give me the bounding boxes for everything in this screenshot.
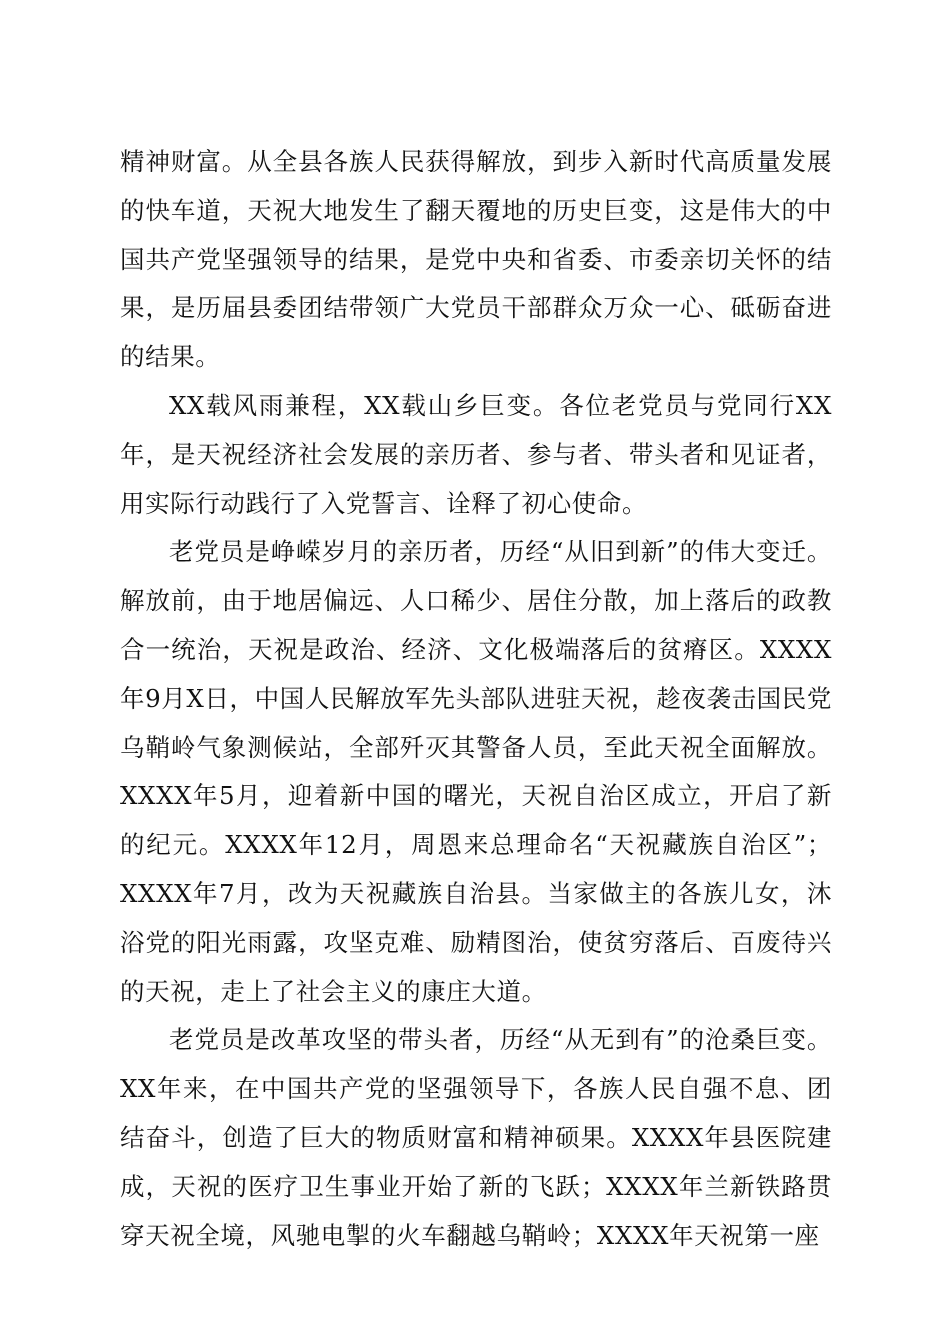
paragraph-continuation: 精神财富。从全县各族人民获得解放，到步入新时代高质量发展的快车道，天祝大地发生了翻天覆地的历史巨变，这是伟大的中国共产党坚强领导的结果，是党中央和省委、市委亲切关怀的结果，是历届县委团结带领广大党员干部群众万众一心、砥砺奋进的结果。 [120, 147, 832, 372]
paragraph-journey: XX载风雨兼程，XX载山乡巨变。各位老党员与党同行XX年，是天祝经济社会发展的亲历者、参与者、带头者和见证者，用实际行动践行了入党誓言、诠释了初心使命。 [120, 390, 832, 518]
paragraph-reform-history: 老党员是改革攻坚的带头者，历经“从无到有”的沧桑巨变。XX年来，在中国共产党的坚强领导下，各族人民自强不息、团结奋斗，创造了巨大的物质财富和精神硕果。XXXX年县医院建成，天祝的医疗卫生事业开始了新的飞跃；XXXX年兰新铁路贯穿天祝全境，风驰电掣的火车翻越乌鞘岭；XXXX年天祝第一座 [120, 1025, 832, 1250]
paragraph-liberation-history: 老党员是峥嵘岁月的亲历者，历经“从旧到新”的伟大变迁。解放前，由于地居偏远、人口稀少、居住分散，加上落后的政教合一统治，天祝是政治、经济、文化极端落后的贫瘠区。XXXX年9月X日，中国人民解放军先头部队进驻天祝，趁夜袭击国民党乌鞘岭气象测候站，全部歼灭其警备人员，至此天祝全面解放。XXXX年5月，迎着新中国的曙光，天祝自治区成立，开启了新的纪元。XXXX年12月，周恩来总理命名“天祝藏族自治区”；XXXX年7月，改为天祝藏族自治县。当家做主的各族儿女，沐浴党的阳光雨露，攻坚克难、励精图治，使贫穷落后、百废待兴的天祝，走上了社会主义的康庄大道。 [120, 537, 832, 1006]
document-body [120, 138, 832, 1260]
